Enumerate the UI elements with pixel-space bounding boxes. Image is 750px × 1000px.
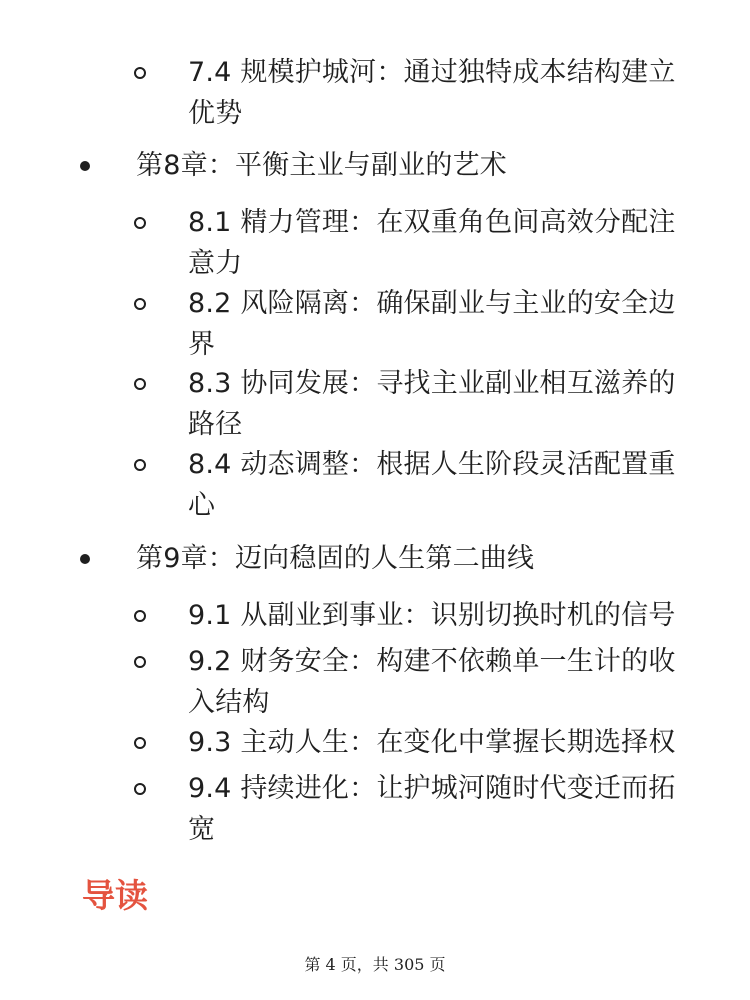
outline-item-text: 8.4 动态调整：根据人生阶段灵活配置重心 xyxy=(188,449,676,521)
outline-item-text: 8.2 风险隔离：确保副业与主业的安全边界 xyxy=(188,288,676,360)
page-footer: 第 4 页，共 305 页 xyxy=(304,955,446,974)
outline-item-8-1 xyxy=(160,202,680,284)
outline-item-text: 9.1 从副业到事业：识别切换时机的信号 xyxy=(188,600,676,631)
circle-bullet-icon xyxy=(134,783,146,795)
circle-bullet-icon xyxy=(134,737,146,749)
circle-bullet-icon xyxy=(134,298,146,310)
disc-bullet-icon xyxy=(80,161,90,171)
circle-bullet-icon xyxy=(134,656,146,668)
outline-item-8-4 xyxy=(160,444,680,526)
outline-item-8-2 xyxy=(160,283,680,365)
outline-item-text: 7.4 规模护城河：通过独特成本结构建立优势 xyxy=(188,57,676,129)
circle-bullet-icon xyxy=(134,610,146,622)
disc-bullet-icon xyxy=(80,554,90,564)
outline-chapter-text: 第9章：迈向稳固的人生第二曲线 xyxy=(136,543,535,574)
outline-item-9-1 xyxy=(160,595,680,636)
outline-item-text: 8.3 协同发展：寻找主业副业相互滋养的路径 xyxy=(188,368,676,440)
outline-chapter-9 xyxy=(108,538,708,579)
section-heading: 导读 xyxy=(82,876,148,915)
outline-item-7-4 xyxy=(160,52,680,134)
outline-chapter-text: 第8章：平衡主业与副业的艺术 xyxy=(136,150,507,181)
outline-item-8-3 xyxy=(160,363,680,445)
circle-bullet-icon xyxy=(134,378,146,390)
outline-item-text: 8.1 精力管理：在双重角色间高效分配注意力 xyxy=(188,207,676,279)
outline-item-text: 9.4 持续进化：让护城河随时代变迁而拓宽 xyxy=(188,773,676,845)
circle-bullet-icon xyxy=(134,217,146,229)
circle-bullet-icon xyxy=(134,459,146,471)
circle-bullet-icon xyxy=(134,67,146,79)
outline-item-text: 9.2 财务安全：构建不依赖单一生计的收入结构 xyxy=(188,646,676,718)
outline-item-text: 9.3 主动人生：在变化中掌握长期选择权 xyxy=(188,727,676,758)
outline-item-9-2 xyxy=(160,641,680,723)
outline-item-9-4 xyxy=(160,768,680,850)
outline-chapter-8 xyxy=(108,145,708,186)
outline-item-9-3 xyxy=(160,722,680,763)
